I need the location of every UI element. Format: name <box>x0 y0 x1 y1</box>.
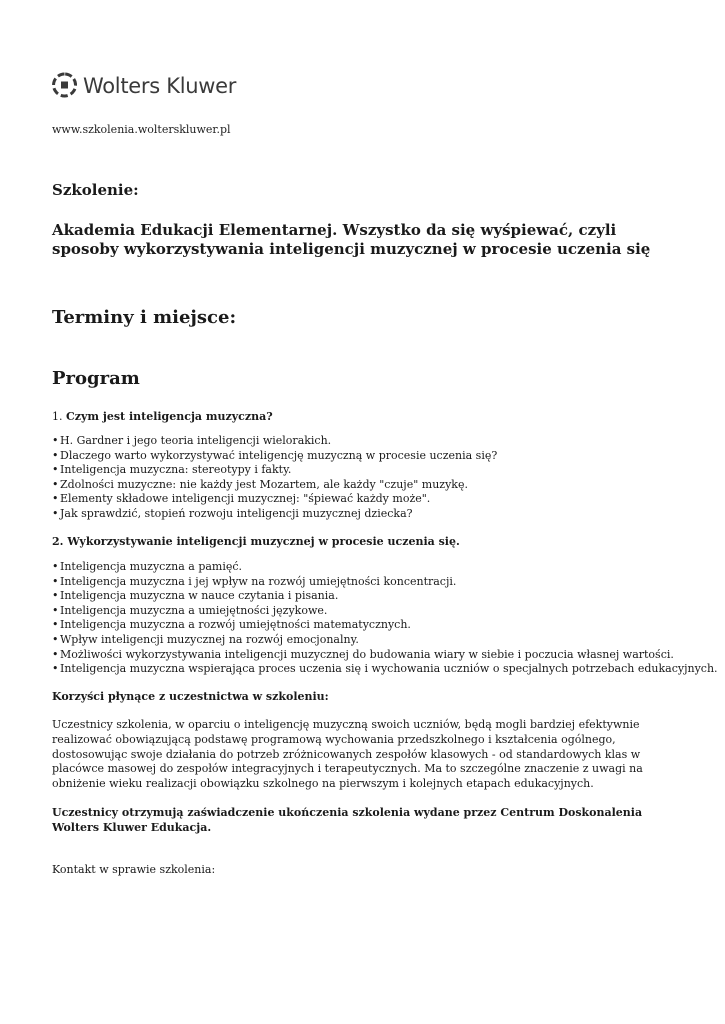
terms-heading: Terminy i miejsce: <box>52 307 237 328</box>
list-item: • Inteligencja muzyczna wspierająca proces uczenia się i wychowania uczniów o specjalnych potrzebach edukacyjnych. <box>52 662 718 677</box>
section1-number: 1. <box>52 410 63 423</box>
list-item: • Zdolności muzyczne: nie każdy jest Mozartem, ale każdy "czuje" muzykę. <box>52 478 497 493</box>
benefits-paragraph: Uczestnicy szkolenia, w oparciu o inteligencję muzyczną swoich uczniów, będą mogli bardziej efektywnie realizować obowiązującą podstawę programową wychowania przedszkolnego i kształcenia ogólnego, dostosowując swoje działania do potrzeb zróżnicowanych zespołów klasowych - od standardowych klas w placówce masowej do zespołów integracyjnych i terapeutycznych. Ma to szczególne znaczenie z uwagi na obniżenie wieku realizacji obowiązku szkolnego na pierwszym i kolejnych etapach edukacyjnych. <box>52 718 643 791</box>
section2-list <box>52 560 718 677</box>
list-item: • Wpływ inteligencji muzycznej na rozwój emocjonalny. <box>52 633 718 648</box>
certificate-note: Uczestnicy otrzymują zaświadczenie ukończenia szkolenia wydane przez Centrum Doskonalenia Wolters Kluwer Edukacja. <box>52 806 643 834</box>
benefits-heading: Korzyści płynące z uczestnictwa w szkoleniu: <box>52 690 329 703</box>
list-item: • Elementy składowe inteligencji muzycznej: "śpiewać każdy może". <box>52 492 497 507</box>
training-title: Akademia Edukacji Elementarnej. Wszystko da się wyśpiewać, czyli sposoby wykorzystywania inteligencji muzycznej w procesie uczenia się <box>52 221 651 258</box>
list-item: • Inteligencja muzyczna: stereotypy i fakty. <box>52 463 497 478</box>
section2-heading: 2. Wykorzystywanie inteligencji muzycznej w procesie uczenia się. <box>52 535 460 548</box>
list-item: • Możliwości wykorzystywania inteligencji muzycznej do budowania wiary w siebie i poczucia własnej wartości. <box>52 648 718 663</box>
list-item: • Inteligencja muzyczna a rozwój umiejętności matematycznych. <box>52 618 718 633</box>
section1-list <box>52 434 497 522</box>
list-item: • Inteligencja muzyczna a umiejętności językowe. <box>52 604 718 619</box>
list-item: • Dlaczego warto wykorzystywać inteligencję muzyczną w procesie uczenia się? <box>52 449 497 464</box>
site-url[interactable]: www.szkolenia.wolterskluwer.pl <box>52 123 231 136</box>
training-label: Szkolenie: <box>52 181 139 199</box>
contact-label: Kontakt w sprawie szkolenia: <box>52 863 216 876</box>
wolters-kluwer-logo-icon <box>52 72 77 99</box>
section1-heading <box>52 410 273 423</box>
program-heading: Program <box>52 368 140 389</box>
list-item: • Jak sprawdzić, stopień rozwoju inteligencji muzycznej dziecka? <box>52 507 497 522</box>
list-item: • Inteligencja muzyczna w nauce czytania i pisania. <box>52 589 718 604</box>
list-item: • Inteligencja muzyczna a pamięć. <box>52 560 718 575</box>
section1-title: Czym jest inteligencja muzyczna? <box>66 410 273 423</box>
list-item: • Inteligencja muzyczna i jej wpływ na rozwój umiejętności koncentracji. <box>52 575 718 590</box>
logo-text: Wolters Kluwer <box>83 73 237 98</box>
brand-logo <box>52 72 236 99</box>
list-item: • H. Gardner i jego teoria inteligencji wielorakich. <box>52 434 497 449</box>
